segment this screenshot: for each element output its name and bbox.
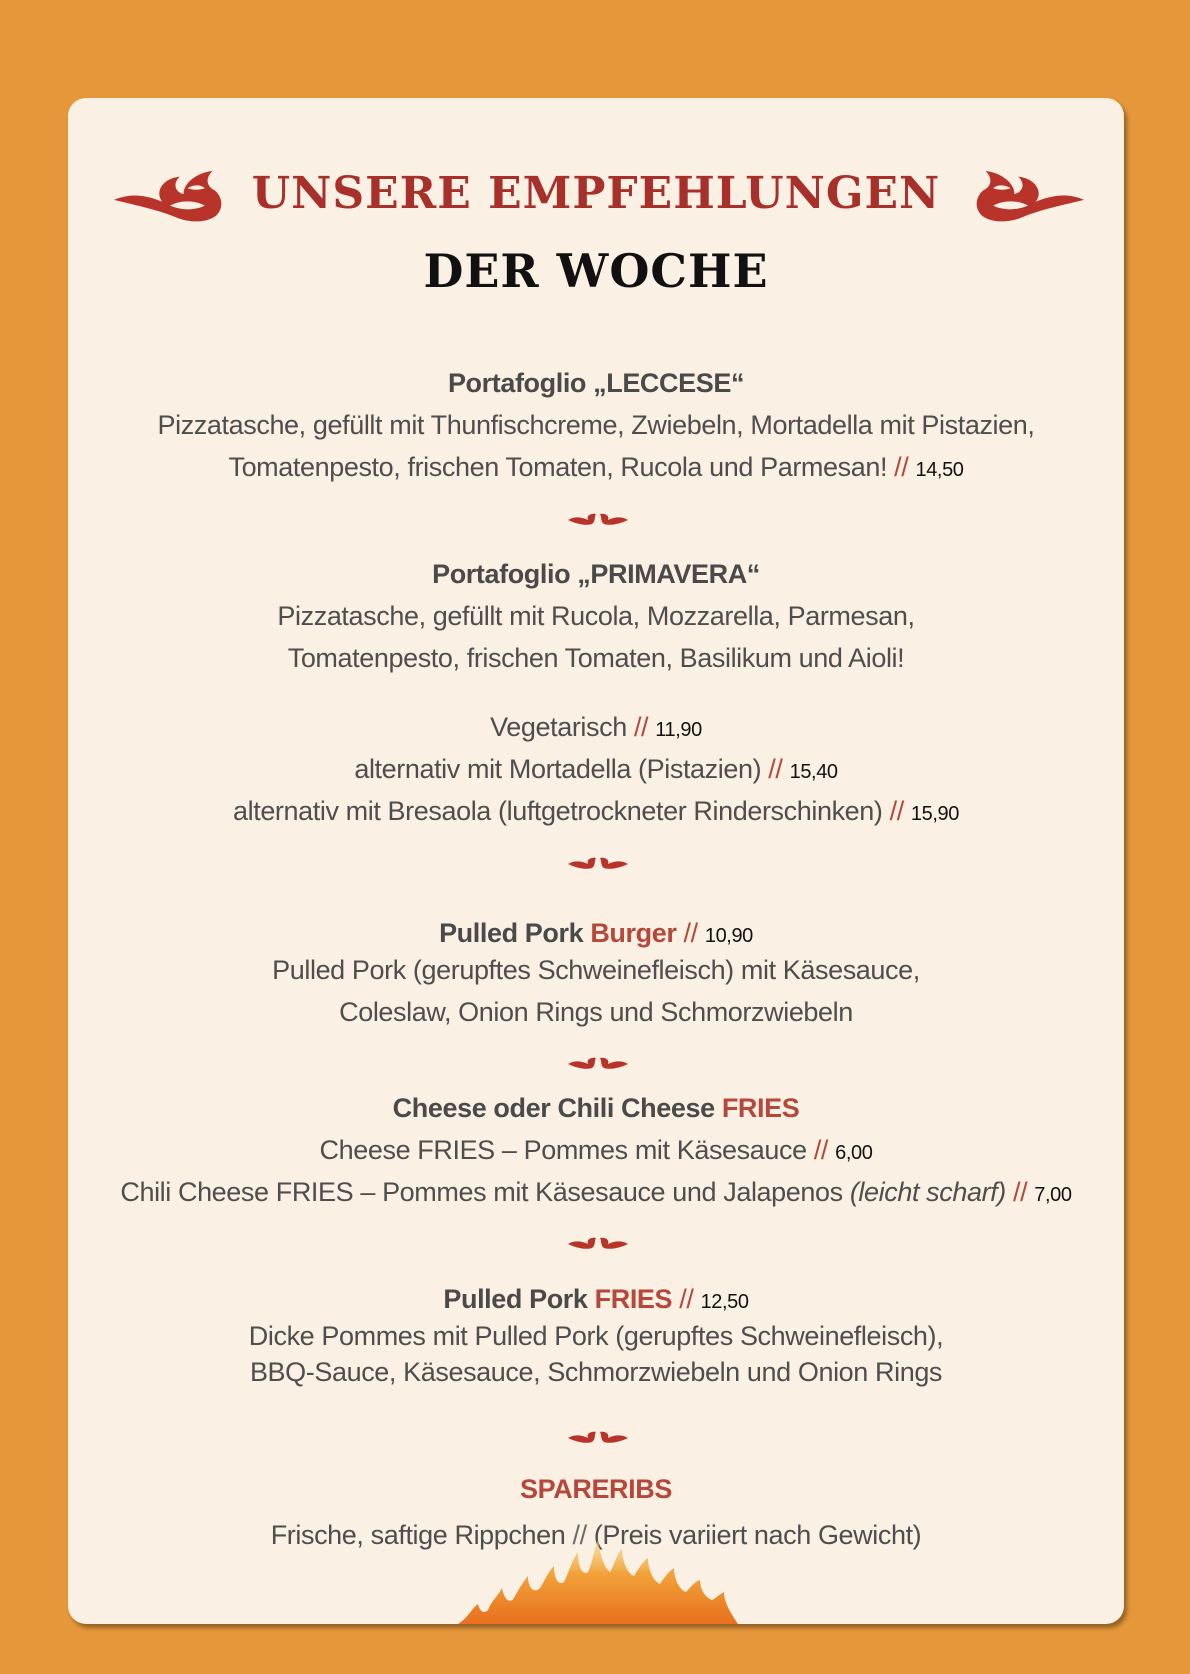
item-primavera-option-2 — [68, 754, 1124, 785]
flame-divider-icon — [566, 512, 630, 528]
flame-divider-icon — [566, 1056, 630, 1072]
item-leccese-desc-2-text: Tomatenpesto, frischen Tomaten, Rucola und Parmesan! — [228, 452, 888, 482]
chili-cheese-fries-note: (leicht scharf) — [849, 1177, 1006, 1207]
price-separator: // — [1012, 1177, 1028, 1207]
item-leccese-title: Portafoglio „LECCESE“ — [447, 368, 745, 398]
item-primavera-option-1 — [68, 712, 1124, 743]
item-burger-desc-1: Pulled Pork (gerupftes Schweinefleisch) mit Käsesauce, — [272, 955, 920, 985]
item-pp-fries-desc-1: Dicke Pommes mit Pulled Pork (gerupftes Schweinefleisch), — [248, 1321, 944, 1351]
cheese-fries-text: Cheese FRIES – Pommes mit Käsesauce — [319, 1135, 807, 1165]
item-cheese-fries-line-1 — [68, 1135, 1124, 1166]
item-primavera-option-3 — [68, 796, 1124, 827]
cheese-fries-price: 6,00 — [835, 1142, 873, 1164]
option-price: 15,40 — [789, 761, 838, 783]
flame-divider-icon — [566, 1236, 630, 1252]
item-leccese-price: 14,50 — [915, 459, 964, 481]
item-burger-desc-2: Coleslaw, Onion Rings und Schmorzwiebeln — [339, 997, 853, 1027]
item-leccese-desc-1: Pizzatasche, gefüllt mit Thunfischcreme, Zwiebeln, Mortadella mit Pistazien, — [157, 410, 1035, 440]
spareribs-desc-a: Frische, saftige Rippchen — [270, 1520, 566, 1550]
item-pp-fries-price: 12,50 — [700, 1291, 749, 1313]
item-burger-price: 10,90 — [704, 925, 753, 947]
option-label: alternativ mit Bresaola (luftgetrockneter Rinderschinken) — [233, 796, 883, 826]
item-burger-title-b: Burger — [590, 918, 677, 948]
price-separator: // — [572, 1520, 587, 1550]
item-leccese-desc-2 — [68, 452, 1124, 483]
item-pp-fries-title-a: Pulled Pork — [443, 1284, 588, 1314]
price-separator: // — [683, 918, 698, 948]
header-subtitle: DER WOCHE — [423, 244, 769, 298]
spareribs-desc-b: (Preis variiert nach Gewicht) — [593, 1520, 922, 1550]
item-burger-title — [68, 918, 1124, 949]
header-title: UNSERE EMPFEHLUNGEN — [251, 168, 941, 219]
item-primavera-desc-1: Pizzatasche, gefüllt mit Rucola, Mozzarella, Parmesan, — [277, 601, 915, 631]
item-pp-fries-title-b: FRIES — [594, 1284, 673, 1314]
item-pp-fries-desc-2: BBQ-Sauce, Käsesauce, Schmorzwiebeln und Onion Rings — [249, 1357, 943, 1387]
flame-divider-icon — [566, 1430, 630, 1446]
chili-cheese-fries-text: Chili Cheese FRIES – Pommes mit Käsesauce und Jalapenos — [120, 1177, 843, 1207]
option-price: 15,90 — [910, 803, 959, 825]
option-label: alternativ mit Mortadella (Pistazien) — [354, 754, 762, 784]
chili-cheese-fries-price: 7,00 — [1034, 1184, 1072, 1206]
item-primavera-desc-2: Tomatenpesto, frischen Tomaten, Basilikum und Aioli! — [287, 643, 905, 673]
item-cheese-fries-title-b: FRIES — [721, 1093, 800, 1123]
price-separator: // — [679, 1284, 694, 1314]
price-separator: // — [813, 1135, 829, 1165]
item-pulled-pork-fries-title — [68, 1284, 1124, 1315]
price-separator: // — [633, 712, 649, 742]
item-primavera-title: Portafoglio „PRIMAVERA“ — [432, 559, 760, 589]
fire-decoration-icon — [458, 1538, 738, 1624]
menu-card — [68, 98, 1124, 1624]
item-cheese-fries-title-a: Cheese oder Chili Cheese — [392, 1093, 715, 1123]
item-spareribs-title: SPARERIBS — [520, 1474, 672, 1504]
price-separator: // — [768, 754, 783, 784]
item-cheese-fries-title — [68, 1093, 1124, 1124]
flame-divider-icon — [566, 856, 630, 872]
option-price: 11,90 — [655, 719, 702, 741]
item-burger-title-a: Pulled Pork — [439, 918, 584, 948]
item-cheese-fries-line-2 — [68, 1177, 1124, 1208]
price-separator: // — [894, 452, 909, 482]
price-separator: // — [889, 796, 904, 826]
option-label: Vegetarisch — [490, 712, 627, 742]
